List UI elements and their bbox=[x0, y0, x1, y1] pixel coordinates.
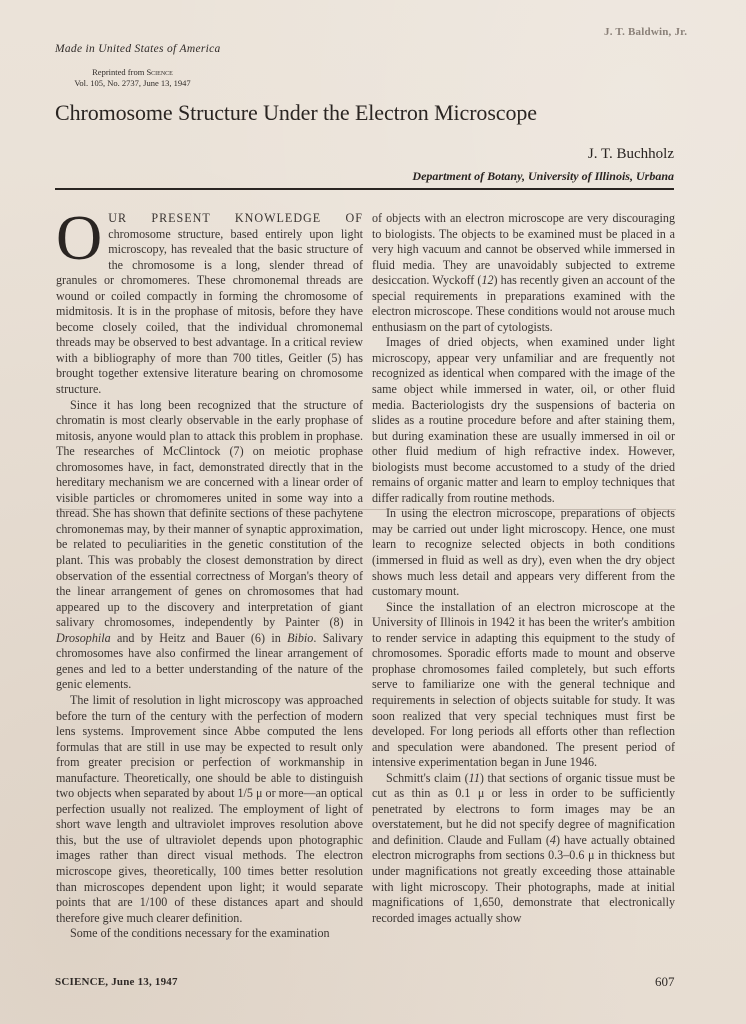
footer-journal: SCIENCE, June 13, 1947 bbox=[55, 976, 178, 988]
paragraph-text: chromosome structure, based entirely upon light microscopy, has revealed that the basic structure of the chromosome is a long, slender thread of granules or chromomeres. These chromonemal threads are wound or coiled compactly in forming the chromosome of midmitosis. It is in the prophase of mitosis, before they have become closely coiled, that the individual chromonemal threads may be observed to best advantage. In a critical review with a bibliography of more than 700 titles, Geitler (5) has brought together extensive literature bearing on chromosome structure. bbox=[56, 226, 363, 397]
paragraph: The limit of resolution in light microscopy was approached before the turn of the century with the perfection of modern lens systems. Improvement since Abbe computed the lens formulas that are still in use may be expected to result only from greater precision or perfection of workmanship in manufacture. Theoretically, one should be able to distinguish two objects when separated by about 1/5 μ or more—an optical perfection usually not realized. The employment of light of short wave length and ultraviolet improves resolution above this, but the use of ultraviolet depends upon photographic images rather than direct visual methods. The electron microscope gives, theoretically, 100 times better resolution than microscopes dependent upon light; it would separate points that are 1/100 of these distances apart and should therefore give much clearer definition. bbox=[56, 692, 363, 925]
paragraph: Since the installation of an electron microscope at the University of Illinois in 1942 it has been the writer's ambition to render service in adapting this equipment to the study of chromosomes. Sporadic efforts made to mount and observe prophase chromosomes failed completely, but such efforts serve to familiarize one with the general technique and requirements in selection of objects suitable for study. It was soon realized that very special techniques must first be developed. For long periods all efforts other than reflection and speculation were abandoned. The present period of intensive experimentation began in June 1946. bbox=[372, 599, 675, 770]
paragraph bbox=[372, 211, 675, 335]
right-column bbox=[372, 211, 675, 926]
reprint-notice bbox=[55, 67, 210, 89]
header-rule bbox=[55, 188, 674, 190]
paragraph-text: and by Heitz and Bauer (6) in bbox=[110, 630, 288, 645]
reprint-volume: Vol. 105, No. 2737, June 13, 1947 bbox=[74, 78, 191, 88]
reference-number: 12 bbox=[481, 273, 494, 288]
paragraph: Some of the conditions necessary for the examination bbox=[70, 926, 330, 941]
paragraph-text: of objects with an electron microscope are very discouraging to biologists. The objects to be examined must be placed in a very high vacuum and cannot be observed while immersed in fluid media. They are unavoidably subjected to extreme desiccation. Wyckoff ( bbox=[372, 211, 675, 288]
article-title: Chromosome Structure Under the Electron Microscope bbox=[55, 100, 537, 125]
reference-number: 11 bbox=[468, 770, 480, 785]
paragraph-text: ) that sections of organic tissue must be cut as thin as 0.1 μ or less in order to be sufficiently penetrated by electrons to form images may be an overstatement, but he did not specify degree of magnification and definition. Claude and Fullam ( bbox=[372, 770, 676, 847]
paragraph: Images of dried objects, when examined under light microscopy, appear very unfamiliar and are frequently not recognized as identical when compared with the image of the same object while immersed in water, oil, or other fluid media. Bacteriologists dry the suspensions of bacteria on slides as a routine procedure before and after staining them, but during examination these are usually immersed in oil or other fluid medium of high refractive index. However, biologists must become accustomed to a study of the dried remains of organic matter and learn to employ techniques that differ radically from routine methods. bbox=[372, 335, 675, 505]
drop-cap: O bbox=[56, 202, 103, 273]
author-affiliation: Department of Botany, University of Illinois, Urbana bbox=[412, 169, 674, 183]
paragraph-text: Since it has long been recognized that the structure of chromatin is most clearly observable in the early prophase of mitosis, anyone would plan to attack this problem in prophase. The researches of McClintock (7) on meiotic prophase chromosomes have, in fact, demonstrated directly that in the hereditary mechanism we are concerned with a linear order of visible particles or chromomeres united in some way into a thread. She has shown that definite sections of these pachytene chromonemas may, by their manner of synaptic approximation, be related to peculiarities in the genetic constitution of the plant. This was probably the closest demonstration by direct observation of the essential correctness of Morgan's theory of the linear arrangement of genes on chromosomes that had appeared up to the discovery and interpretation of giant salivary chromosomes, independently by Painter (8) in bbox=[56, 397, 363, 630]
paragraph bbox=[56, 398, 363, 693]
reprint-journal: Science bbox=[146, 67, 173, 77]
owner-stamp: J. T. Baldwin, Jr. bbox=[604, 26, 688, 38]
paragraph bbox=[372, 771, 675, 926]
paragraph-text: ) has recently given an account of the special requirements in preparations examined with the electron microscope. These conditions would not arouse much enthusiasm on the part of cytologists. bbox=[372, 273, 676, 334]
paragraph-text: ) have actually obtained electron micrographs from sections 0.3–0.6 μ in thickness but under magnifications not greatly exceeding those attainable with light microscopy. Their photographs, made at initial magnifications of 1,650, demonstrate that electronically recorded images actually show bbox=[372, 832, 675, 925]
left-column bbox=[56, 202, 363, 942]
page-number: 607 bbox=[655, 974, 675, 989]
reprint-prefix: Reprinted from bbox=[92, 67, 147, 77]
paragraph: In using the electron microscope, preparations of objects may be carried out under light microscopy. Hence, one must learn to recognize selected objects in both conditions (immersed in fluid as well as dry), even when the dry object shows much less detail and appears very different from the customary mount. bbox=[372, 506, 675, 599]
made-in-label: Made in United States of America bbox=[55, 43, 221, 55]
opening-caps: UR PRESENT KNOWLEDGE OF bbox=[108, 211, 363, 225]
genus-name: Bibio bbox=[287, 630, 314, 645]
paragraph-text: . Salivary chromosomes have also confirmed the linear arrangement of genes and led to a better understanding of the nature of the genic elements. bbox=[56, 630, 363, 692]
paragraph-text: Schmitt's claim ( bbox=[386, 770, 469, 785]
paragraph bbox=[56, 202, 363, 398]
reference-number: 4 bbox=[549, 832, 556, 847]
author-name: J. T. Buchholz bbox=[587, 146, 674, 162]
genus-name: Drosophila bbox=[56, 630, 111, 645]
